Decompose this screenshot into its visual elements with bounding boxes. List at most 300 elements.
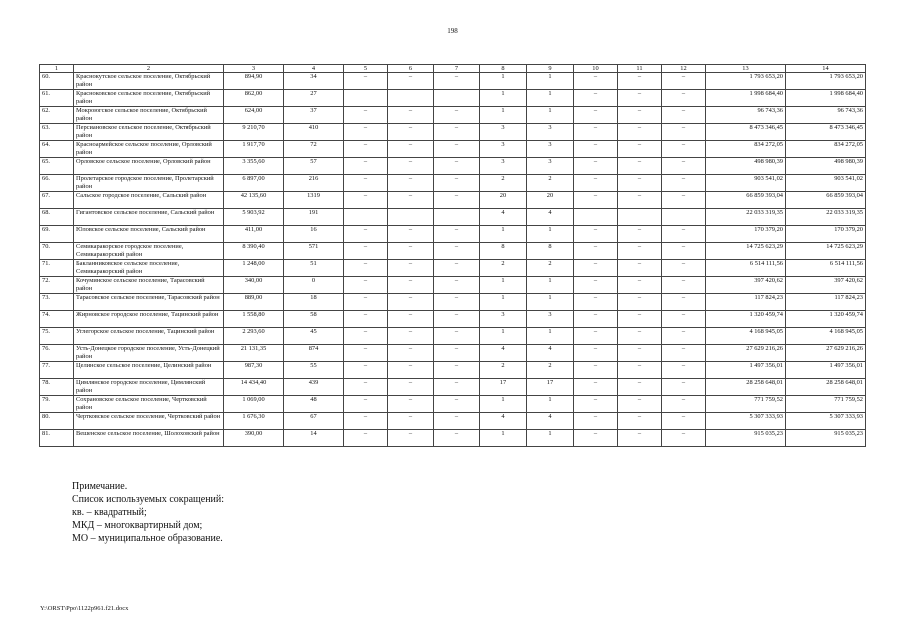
- table-cell: 1: [480, 90, 527, 107]
- table-cell: –: [434, 124, 480, 141]
- table-cell: 4 168 945,05: [786, 328, 866, 345]
- table-cell: –: [344, 379, 388, 396]
- table-cell: 915 035,23: [706, 430, 786, 447]
- table-cell: –: [618, 158, 662, 175]
- table-row: [40, 277, 866, 294]
- table-cell: [388, 209, 434, 226]
- table-cell: 81.: [40, 430, 74, 447]
- table-cell: 1 998 684,40: [786, 90, 866, 107]
- table-cell: [618, 209, 662, 226]
- table-row: [40, 175, 866, 192]
- table-row: [40, 107, 866, 124]
- table-cell: 55: [284, 362, 344, 379]
- table-cell: 390,00: [224, 430, 284, 447]
- table-cell: –: [618, 107, 662, 124]
- table-cell: 397 420,62: [786, 277, 866, 294]
- table-cell: 1 497 356,01: [786, 362, 866, 379]
- table-cell: 17: [480, 379, 527, 396]
- table-cell: 862,00: [224, 90, 284, 107]
- table-cell: –: [434, 379, 480, 396]
- table-cell: Углегорское сельское поселение, Тацинский район: [74, 328, 224, 345]
- table-cell: –: [434, 158, 480, 175]
- table-cell: 1: [527, 90, 574, 107]
- table-cell: 624,00: [224, 107, 284, 124]
- table-cell: –: [344, 73, 388, 90]
- table-cell: 170 379,20: [706, 226, 786, 243]
- table-cell: 16: [284, 226, 344, 243]
- table-cell: –: [574, 260, 618, 277]
- table-cell: 4 168 945,05: [706, 328, 786, 345]
- column-header: 8: [480, 65, 527, 73]
- table-cell: 8: [480, 243, 527, 260]
- table-cell: 6 897,00: [224, 175, 284, 192]
- table-cell: 71.: [40, 260, 74, 277]
- table-cell: –: [662, 294, 706, 311]
- table-cell: 67: [284, 413, 344, 430]
- table-cell: 1 248,00: [224, 260, 284, 277]
- table-cell: –: [574, 90, 618, 107]
- table-cell: –: [388, 243, 434, 260]
- table-cell: Вешенское сельское поселение, Шолоховский район: [74, 430, 224, 447]
- table-cell: 61.: [40, 90, 74, 107]
- table-cell: –: [662, 379, 706, 396]
- table-cell: 45: [284, 328, 344, 345]
- table-cell: Юловское сельское поселение, Сальский район: [74, 226, 224, 243]
- table-row: [40, 379, 866, 396]
- table-cell: [434, 90, 480, 107]
- table-cell: –: [434, 175, 480, 192]
- table-cell: 8 390,40: [224, 243, 284, 260]
- table-cell: 66 859 393,04: [706, 192, 786, 209]
- table-cell: –: [344, 243, 388, 260]
- table-cell: 771 759,52: [706, 396, 786, 413]
- table-cell: –: [662, 413, 706, 430]
- table-cell: 4: [480, 413, 527, 430]
- table-cell: 34: [284, 73, 344, 90]
- table-cell: 1 917,70: [224, 141, 284, 158]
- table-cell: –: [434, 328, 480, 345]
- table-cell: Краснокутское сельское поселение, Октябрьский район: [74, 73, 224, 90]
- table-cell: 889,00: [224, 294, 284, 311]
- table-cell: 771 759,52: [786, 396, 866, 413]
- column-header: 13: [706, 65, 786, 73]
- table-cell: 3: [527, 141, 574, 158]
- table-cell: –: [574, 73, 618, 90]
- table-cell: 66 859 393,04: [786, 192, 866, 209]
- table-cell: –: [662, 175, 706, 192]
- table-cell: 1 320 459,74: [706, 311, 786, 328]
- table-cell: –: [574, 379, 618, 396]
- table-cell: 63.: [40, 124, 74, 141]
- table-cell: 20: [527, 192, 574, 209]
- table-row: [40, 413, 866, 430]
- table-cell: –: [388, 73, 434, 90]
- table-cell: [662, 209, 706, 226]
- table-cell: 18: [284, 294, 344, 311]
- column-header: 10: [574, 65, 618, 73]
- table-cell: –: [662, 73, 706, 90]
- table-cell: –: [574, 362, 618, 379]
- table-cell: –: [434, 396, 480, 413]
- table-cell: –: [434, 362, 480, 379]
- table-cell: –: [574, 430, 618, 447]
- table-cell: 3: [527, 124, 574, 141]
- header-row: [40, 65, 866, 73]
- table-cell: 1: [527, 277, 574, 294]
- table-cell: 1 676,30: [224, 413, 284, 430]
- table-cell: 96 743,36: [706, 107, 786, 124]
- table-cell: 22 033 319,35: [786, 209, 866, 226]
- table-cell: 894,90: [224, 73, 284, 90]
- table-cell: 1 558,80: [224, 311, 284, 328]
- table-cell: –: [662, 328, 706, 345]
- table-cell: –: [344, 226, 388, 243]
- table-cell: 1 497 356,01: [706, 362, 786, 379]
- page-number: 198: [447, 27, 458, 35]
- table-cell: Целинское сельское поселение, Целинский район: [74, 362, 224, 379]
- table-row: [40, 124, 866, 141]
- table-cell: –: [434, 107, 480, 124]
- table-cell: 28 258 648,01: [706, 379, 786, 396]
- table-cell: –: [618, 226, 662, 243]
- table-cell: –: [388, 294, 434, 311]
- table-cell: –: [388, 226, 434, 243]
- table-cell: –: [574, 107, 618, 124]
- table-cell: Красноармейское сельское поселение, Орловский район: [74, 141, 224, 158]
- table-cell: –: [434, 413, 480, 430]
- table-cell: –: [574, 413, 618, 430]
- table-cell: –: [344, 175, 388, 192]
- table-row: [40, 396, 866, 413]
- table-cell: –: [618, 396, 662, 413]
- table-cell: –: [388, 379, 434, 396]
- table-row: [40, 73, 866, 90]
- table-cell: –: [618, 379, 662, 396]
- table-cell: 1: [527, 107, 574, 124]
- table-cell: Орловское сельское поселение, Орловский район: [74, 158, 224, 175]
- table-cell: –: [434, 430, 480, 447]
- table-cell: –: [388, 175, 434, 192]
- column-header: 2: [74, 65, 224, 73]
- table-cell: Чертковское сельское поселение, Чертковский район: [74, 413, 224, 430]
- table-cell: Кочуминское сельское поселение, Тарасовский район: [74, 277, 224, 294]
- table-cell: –: [662, 90, 706, 107]
- column-header: 4: [284, 65, 344, 73]
- table-cell: 0: [284, 277, 344, 294]
- table-cell: 48: [284, 396, 344, 413]
- table-cell: 1 998 684,40: [706, 90, 786, 107]
- table-cell: –: [618, 328, 662, 345]
- table-cell: 834 272,05: [706, 141, 786, 158]
- table-cell: –: [618, 311, 662, 328]
- table-cell: 72.: [40, 277, 74, 294]
- table-cell: 4: [480, 209, 527, 226]
- table-cell: 834 272,05: [786, 141, 866, 158]
- table-cell: –: [434, 345, 480, 362]
- table-cell: Мокроюгское сельское поселение, Октябрьский район: [74, 107, 224, 124]
- table-cell: 1 793 653,20: [786, 73, 866, 90]
- notes-block: [72, 480, 224, 545]
- table-cell: –: [618, 90, 662, 107]
- table-cell: 1: [480, 328, 527, 345]
- table-cell: 5 307 333,93: [786, 413, 866, 430]
- table-cell: Семикаракорское городское поселение, Семикаракорский район: [74, 243, 224, 260]
- table-cell: –: [618, 362, 662, 379]
- table-cell: 27: [284, 90, 344, 107]
- table-row: [40, 345, 866, 362]
- table-cell: 70.: [40, 243, 74, 260]
- table-cell: 5 903,92: [224, 209, 284, 226]
- table-cell: –: [434, 141, 480, 158]
- table-row: [40, 430, 866, 447]
- table-cell: –: [344, 413, 388, 430]
- table-cell: –: [388, 413, 434, 430]
- table-row: [40, 90, 866, 107]
- table-cell: –: [344, 345, 388, 362]
- table-cell: [434, 209, 480, 226]
- table-cell: [574, 209, 618, 226]
- table-cell: –: [344, 107, 388, 124]
- table-cell: –: [388, 107, 434, 124]
- table-cell: –: [662, 107, 706, 124]
- table-cell: –: [662, 141, 706, 158]
- table-cell: –: [434, 277, 480, 294]
- table-cell: Пролетарское городское поселение, Пролетарский район: [74, 175, 224, 192]
- column-header: 11: [618, 65, 662, 73]
- table-cell: 3: [527, 311, 574, 328]
- table-cell: 67.: [40, 192, 74, 209]
- table-cell: –: [618, 175, 662, 192]
- table-cell: 1: [527, 294, 574, 311]
- table-cell: –: [434, 243, 480, 260]
- table-cell: 411,00: [224, 226, 284, 243]
- table-cell: –: [434, 192, 480, 209]
- table-cell: 3: [480, 158, 527, 175]
- table-cell: 8: [527, 243, 574, 260]
- table-row: [40, 362, 866, 379]
- table-cell: –: [662, 362, 706, 379]
- note-line: Список используемых сокращений:: [72, 494, 225, 505]
- table-row: [40, 328, 866, 345]
- column-header: 1: [40, 65, 74, 73]
- table-cell: –: [388, 260, 434, 277]
- table-cell: –: [388, 158, 434, 175]
- table-cell: 2: [480, 260, 527, 277]
- table-cell: 73.: [40, 294, 74, 311]
- table-cell: –: [662, 430, 706, 447]
- table-cell: [344, 90, 388, 107]
- table-cell: 64.: [40, 141, 74, 158]
- table-cell: –: [388, 124, 434, 141]
- table-cell: –: [344, 192, 388, 209]
- table-cell: –: [618, 141, 662, 158]
- table-cell: 1: [480, 430, 527, 447]
- table-cell: 2: [480, 362, 527, 379]
- table-cell: –: [388, 311, 434, 328]
- table-cell: 14 725 623,29: [706, 243, 786, 260]
- table-cell: 2: [527, 362, 574, 379]
- table-cell: 62.: [40, 107, 74, 124]
- table-cell: 9 210,70: [224, 124, 284, 141]
- table-row: [40, 209, 866, 226]
- table-cell: 6 514 111,56: [786, 260, 866, 277]
- table-cell: –: [574, 124, 618, 141]
- table-cell: 3: [480, 124, 527, 141]
- column-header: 5: [344, 65, 388, 73]
- table-cell: –: [388, 277, 434, 294]
- table-cell: –: [388, 328, 434, 345]
- table-cell: 14: [284, 430, 344, 447]
- table-cell: –: [574, 158, 618, 175]
- table-cell: –: [574, 311, 618, 328]
- table-cell: Гигантовское сельское поселение, Сальский район: [74, 209, 224, 226]
- table-cell: –: [434, 311, 480, 328]
- table-cell: 60.: [40, 73, 74, 90]
- table-cell: 8 473 346,45: [786, 124, 866, 141]
- table-cell: Жирновское городское поселение, Тацинский район: [74, 311, 224, 328]
- table-cell: 58: [284, 311, 344, 328]
- table-cell: [344, 209, 388, 226]
- table-cell: 14 725 623,29: [786, 243, 866, 260]
- table-cell: –: [662, 192, 706, 209]
- table-cell: 439: [284, 379, 344, 396]
- table-cell: Усть-Донецкое городское поселение, Усть-Донецкий район: [74, 345, 224, 362]
- table-cell: Персиановское сельское поселение, Октябрьский район: [74, 124, 224, 141]
- table-cell: 987,30: [224, 362, 284, 379]
- table-cell: 1: [480, 107, 527, 124]
- table-cell: –: [574, 243, 618, 260]
- column-header: 9: [527, 65, 574, 73]
- table-cell: 1: [480, 277, 527, 294]
- table-cell: 75.: [40, 328, 74, 345]
- table-cell: 66.: [40, 175, 74, 192]
- table-cell: 80.: [40, 413, 74, 430]
- table-cell: –: [618, 260, 662, 277]
- column-header: 6: [388, 65, 434, 73]
- note-line: МО – муниципальное образование.: [72, 533, 223, 544]
- table-cell: –: [618, 73, 662, 90]
- table-cell: 4: [480, 345, 527, 362]
- table-cell: 1: [527, 328, 574, 345]
- table-cell: 8 473 346,45: [706, 124, 786, 141]
- table-cell: –: [574, 175, 618, 192]
- table-cell: –: [662, 311, 706, 328]
- table-cell: 1: [527, 430, 574, 447]
- table-cell: –: [388, 430, 434, 447]
- table-cell: 216: [284, 175, 344, 192]
- table-cell: 117 824,23: [706, 294, 786, 311]
- table-cell: 1 069,00: [224, 396, 284, 413]
- table-cell: –: [574, 141, 618, 158]
- table-cell: –: [618, 124, 662, 141]
- table-cell: 340,00: [224, 277, 284, 294]
- note-line: Примечание.: [72, 481, 128, 492]
- table-cell: –: [388, 396, 434, 413]
- table-cell: 571: [284, 243, 344, 260]
- table-cell: –: [662, 226, 706, 243]
- table-cell: Сохрановское сельское поселение, Чертковский район: [74, 396, 224, 413]
- table-cell: –: [618, 430, 662, 447]
- table-cell: 77.: [40, 362, 74, 379]
- table-row: [40, 141, 866, 158]
- table-cell: 27 629 216,26: [706, 345, 786, 362]
- table-cell: –: [344, 141, 388, 158]
- table-cell: 498 980,39: [786, 158, 866, 175]
- table-cell: –: [388, 141, 434, 158]
- table-cell: 69.: [40, 226, 74, 243]
- table-cell: Тарасовское сельское поселение, Тарасовский район: [74, 294, 224, 311]
- note-line: МКД – многоквартирный дом;: [72, 520, 203, 531]
- table-cell: 37: [284, 107, 344, 124]
- table-cell: 117 824,23: [786, 294, 866, 311]
- table-cell: –: [344, 396, 388, 413]
- table-cell: 1: [480, 226, 527, 243]
- table-cell: 903 541,02: [786, 175, 866, 192]
- table-cell: 397 420,62: [706, 277, 786, 294]
- table-cell: 20: [480, 192, 527, 209]
- table-cell: –: [344, 124, 388, 141]
- table-cell: 51: [284, 260, 344, 277]
- table-cell: 2 293,60: [224, 328, 284, 345]
- table-cell: 78.: [40, 379, 74, 396]
- table-cell: 28 258 648,01: [786, 379, 866, 396]
- table-cell: 76.: [40, 345, 74, 362]
- table-row: [40, 311, 866, 328]
- table-row: [40, 294, 866, 311]
- column-header: 12: [662, 65, 706, 73]
- table-cell: –: [574, 396, 618, 413]
- table-cell: –: [618, 413, 662, 430]
- table-cell: –: [344, 294, 388, 311]
- table-cell: 498 980,39: [706, 158, 786, 175]
- table-cell: 27 629 216,26: [786, 345, 866, 362]
- table-row: [40, 260, 866, 277]
- table-cell: 410: [284, 124, 344, 141]
- table-cell: –: [344, 430, 388, 447]
- table-cell: 65.: [40, 158, 74, 175]
- table-cell: –: [618, 294, 662, 311]
- table-cell: Бакланниковское сельское поселение, Семикаракорский район: [74, 260, 224, 277]
- table-cell: 1: [527, 396, 574, 413]
- column-header: 14: [786, 65, 866, 73]
- table-cell: 1: [480, 294, 527, 311]
- table-cell: 2: [527, 175, 574, 192]
- table-row: [40, 226, 866, 243]
- table-cell: –: [662, 124, 706, 141]
- table-cell: –: [344, 362, 388, 379]
- table-row: [40, 243, 866, 260]
- file-path-footer: Y:\ORST\Ppo\1122p961.f21.docx: [40, 605, 129, 612]
- table-row: [40, 158, 866, 175]
- table-cell: 903 541,02: [706, 175, 786, 192]
- table-cell: 96 743,36: [786, 107, 866, 124]
- table-cell: 4: [527, 209, 574, 226]
- table-cell: –: [344, 277, 388, 294]
- table-cell: 22 033 319,35: [706, 209, 786, 226]
- table-cell: 170 379,20: [786, 226, 866, 243]
- table-cell: 68.: [40, 209, 74, 226]
- table-cell: 2: [527, 260, 574, 277]
- table-cell: –: [434, 226, 480, 243]
- table-cell: –: [388, 362, 434, 379]
- table-cell: –: [434, 294, 480, 311]
- table-cell: 1319: [284, 192, 344, 209]
- column-header: 3: [224, 65, 284, 73]
- table-cell: 1: [480, 73, 527, 90]
- table-cell: –: [434, 73, 480, 90]
- table-cell: 57: [284, 158, 344, 175]
- table-cell: 1: [527, 73, 574, 90]
